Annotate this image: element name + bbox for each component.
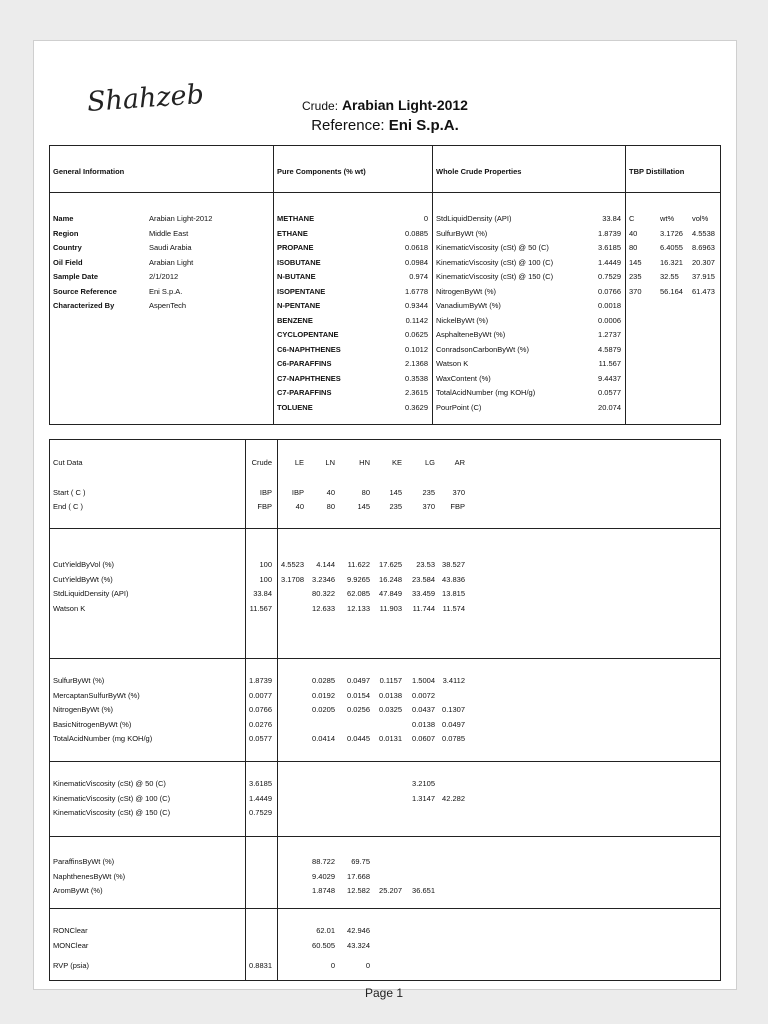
general-info-value: Arabian Light-2012 [149, 214, 213, 223]
cut-row-label: KinematicViscosity (cSt) @ 150 (C) [53, 808, 171, 817]
cut-cell: 235 [389, 502, 402, 511]
cut-data-table [49, 439, 721, 981]
cut-cell: 62.01 [316, 926, 335, 935]
cut-cell: 0.0785 [442, 734, 465, 743]
cut-cell: 3.2346 [312, 574, 335, 584]
pure-component-value: 1.6778 [405, 286, 428, 296]
whole-crude-name: SulfurByWt (%) [436, 228, 488, 238]
cut-cell: 88.722 [312, 857, 335, 866]
cut-row-label: SulfurByWt (%) [53, 676, 105, 685]
tbp-cell: 3.1726 [660, 228, 683, 238]
cut-data-row [50, 792, 722, 807]
tbp-vol-column [692, 212, 715, 299]
cut-cell: 60.505 [312, 940, 335, 950]
tbp-cell: 20.307 [692, 257, 715, 267]
tbp-cell: 61.473 [692, 286, 715, 296]
whole-crude-value: 0.0766 [598, 286, 621, 296]
pure-component-value: 0.9344 [405, 301, 428, 310]
cut-cell: 145 [357, 502, 370, 511]
cut-cell: 33.84 [253, 589, 272, 598]
cut-cell: 62.085 [347, 589, 370, 598]
cut-cell: 0.0437 [412, 705, 435, 714]
whole-crude-value: 1.8739 [598, 228, 621, 238]
pure-component-names [277, 212, 341, 415]
pure-component-name: METHANE [277, 214, 315, 223]
general-info-value: 2/1/2012 [149, 272, 179, 281]
general-info-value: Eni S.p.A. [149, 286, 183, 296]
whole-crude-name: WaxContent (%) [436, 373, 491, 383]
pure-component-value: 2.1368 [405, 359, 428, 368]
cut-data-row [50, 602, 722, 617]
cut-cell: 23.53 [416, 560, 435, 569]
reference-label: Reference: [311, 117, 385, 134]
cut-cell: 80.322 [312, 589, 335, 598]
cut-cell: 0.7529 [249, 808, 272, 817]
cut-data-row [50, 924, 722, 939]
whole-crude-names [436, 212, 553, 415]
tbp-cell: 37.915 [692, 272, 715, 281]
cut-row-label: Watson K [53, 603, 86, 613]
whole-crude-header: Whole Crude Properties [436, 167, 522, 176]
cut-cell: 0.0077 [249, 690, 272, 700]
cut-row-label: RVP (psia) [53, 961, 89, 970]
cut-cell: 3.2105 [412, 779, 435, 788]
cut-cell: 36.651 [412, 886, 435, 895]
whole-crude-value: 0.0006 [598, 315, 621, 325]
cut-row-label: End ( C ) [53, 502, 84, 511]
pure-component-name: BENZENE [277, 315, 313, 325]
tbp-header: TBP Distillation [629, 167, 685, 176]
reference-title [34, 117, 736, 134]
general-info-value: Saudi Arabia [149, 243, 192, 252]
cut-cell: 0.1307 [442, 705, 465, 714]
cut-column-header: KE [391, 458, 402, 467]
cut-data-row [50, 806, 722, 821]
whole-crude-name: TotalAcidNumber (mg KOH/g) [436, 388, 536, 397]
cut-column-header: LN [325, 458, 335, 467]
cut-cell: 100 [259, 560, 272, 569]
whole-crude-name: KinematicViscosity (cSt) @ 150 (C) [436, 272, 554, 281]
pure-component-name: TOLUENE [277, 402, 313, 412]
cut-cell: 0.0497 [347, 676, 370, 685]
cut-row-label: KinematicViscosity (cSt) @ 100 (C) [53, 793, 171, 803]
pure-component-value: 0.974 [409, 272, 428, 281]
cut-cell: 11.567 [249, 603, 272, 613]
pure-component-value: 2.3615 [405, 388, 428, 397]
cut-cell: 0.0607 [412, 734, 435, 743]
pure-components-header: Pure Components (% wt) [277, 167, 366, 176]
whole-crude-value: 1.4449 [598, 257, 621, 267]
tbp-header-cell: C [629, 214, 635, 223]
cut-cell: 16.248 [379, 574, 402, 584]
tbp-cell: 235 [629, 272, 642, 281]
whole-crude-values [565, 212, 621, 415]
cut-column-header: LE [294, 458, 304, 467]
cut-header-row [50, 456, 722, 471]
cut-cell: 0.0131 [379, 734, 402, 743]
pure-component-value: 0 [423, 214, 428, 223]
cut-cell: 0.0766 [249, 705, 272, 714]
cut-cell: 17.625 [379, 560, 402, 569]
tbp-cell: 16.321 [660, 257, 683, 267]
cut-data-row [50, 703, 722, 718]
cut-cell: 4.144 [316, 560, 335, 569]
whole-crude-value: 1.2737 [598, 330, 621, 339]
cut-cell: 1.8739 [249, 676, 272, 685]
pure-component-value: 0.0885 [405, 228, 428, 238]
cut-cell: 0.0138 [412, 719, 435, 729]
cut-cell: 25.207 [379, 886, 402, 895]
crude-label: Crude: [302, 99, 339, 113]
cut-cell: 1.8748 [312, 886, 335, 895]
pure-component-values [370, 212, 428, 415]
tbp-cell: 370 [629, 286, 642, 296]
cut-cell: 4.5523 [281, 560, 304, 569]
whole-crude-name: PourPoint (C) [436, 402, 482, 412]
cut-column-header: HN [359, 458, 370, 467]
cut-cell: 1.4449 [249, 793, 272, 803]
cut-cell: 69.75 [351, 857, 370, 866]
general-info-value: Middle East [149, 228, 189, 238]
cut-column-header: Crude [251, 458, 272, 467]
whole-crude-name: StdLiquidDensity (API) [436, 214, 512, 223]
cut-row-label: KinematicViscosity (cSt) @ 50 (C) [53, 779, 166, 788]
cut-data-row [50, 718, 722, 733]
cut-cell: 1.3147 [412, 793, 435, 803]
cut-cell: 11.903 [379, 603, 402, 613]
tbp-header-cell: vol% [692, 214, 709, 223]
cut-cell: 3.4112 [442, 676, 465, 685]
general-info-label: Source Reference [53, 286, 117, 296]
pure-component-value: 0.0984 [405, 257, 428, 267]
reference-value: Eni S.p.A. [388, 117, 459, 134]
cut-data-title: Cut Data [53, 458, 83, 467]
cut-cell: 33.459 [412, 589, 435, 598]
whole-crude-value: 0.0018 [598, 301, 621, 310]
cut-cell: 80 [326, 502, 335, 511]
cut-cell: 0.0276 [249, 719, 272, 729]
cut-cell: 42.946 [347, 926, 370, 935]
document-page [33, 40, 737, 990]
cut-column-header: LG [424, 458, 435, 467]
pure-component-name: ETHANE [277, 228, 308, 238]
general-info-label: Oil Field [53, 257, 83, 267]
cut-cell: 0.0577 [249, 734, 272, 743]
cut-cell: 235 [422, 488, 435, 497]
cut-cell: 100 [259, 574, 272, 584]
whole-crude-name: ConradsonCarbonByWt (%) [436, 344, 529, 354]
cut-cell: 43.324 [347, 940, 370, 950]
cut-data-row [50, 884, 722, 899]
cut-cell: 47.849 [379, 589, 402, 598]
cut-row-label: CutYieldByVol (%) [53, 560, 114, 569]
cut-cell: 0.0256 [347, 705, 370, 714]
whole-crude-value: 0.7529 [598, 272, 621, 281]
tbp-cell: 56.164 [660, 286, 683, 296]
cut-data-row [50, 486, 722, 501]
cut-cell: 40 [326, 488, 335, 497]
cut-cell: 0.0138 [379, 690, 402, 700]
cut-cell: 145 [389, 488, 402, 497]
tbp-cell: 6.4055 [660, 243, 683, 252]
cut-data-row [50, 959, 722, 974]
general-info-label: Sample Date [53, 272, 99, 281]
cut-cell: 40 [295, 502, 304, 511]
cut-row-label: Start ( C ) [53, 488, 86, 497]
cut-row-label: StdLiquidDensity (API) [53, 589, 129, 598]
general-info-label: Region [53, 228, 79, 238]
pure-component-value: 0.3538 [405, 373, 428, 383]
cut-data-row [50, 558, 722, 573]
crude-info-table [49, 145, 721, 425]
cut-row-label: BasicNitrogenByWt (%) [53, 719, 132, 729]
cut-row-label: NaphthenesByWt (%) [53, 871, 126, 881]
cut-cell: 0.0072 [412, 690, 435, 700]
cut-cell: 0.0325 [379, 705, 402, 714]
cut-cell: FBP [257, 502, 272, 511]
cut-data-row [50, 870, 722, 885]
pure-component-name: CYCLOPENTANE [277, 330, 339, 339]
whole-crude-name: KinematicViscosity (cSt) @ 50 (C) [436, 243, 549, 252]
general-info-header: General Information [53, 167, 125, 176]
cut-row-label: RONClear [53, 926, 88, 935]
pure-component-name: C7-NAPHTHENES [277, 373, 341, 383]
cut-cell: 11.574 [442, 603, 465, 613]
cut-cell: 1.5004 [412, 676, 435, 685]
cut-cell: 0.0285 [312, 676, 335, 685]
whole-crude-name: VanadiumByWt (%) [436, 301, 501, 310]
crude-title [34, 97, 736, 113]
tbp-cell: 145 [629, 257, 642, 267]
cut-cell: 0.0445 [347, 734, 370, 743]
pure-component-value: 0.3629 [405, 402, 428, 412]
tbp-header-cell: wt% [660, 214, 675, 223]
signature: Shahzeb [86, 78, 205, 119]
cut-column-header: AR [454, 458, 465, 467]
cut-data-row [50, 689, 722, 704]
cut-cell: 0.8831 [249, 961, 272, 970]
cut-cell: 38.527 [442, 560, 465, 569]
general-info-value: AspenTech [149, 301, 187, 310]
pure-component-name: N-PENTANE [277, 301, 321, 310]
pure-component-name: C7-PARAFFINS [277, 388, 332, 397]
pure-component-name: C6-PARAFFINS [277, 359, 332, 368]
whole-crude-name: NitrogenByWt (%) [436, 286, 497, 296]
tbp-wt-column [660, 212, 683, 299]
tbp-cell: 80 [629, 243, 638, 252]
general-info-label: Characterized By [53, 301, 115, 310]
cut-cell: 0.0205 [312, 705, 335, 714]
whole-crude-name: NickelByWt (%) [436, 315, 489, 325]
cut-cell: 23.584 [412, 574, 435, 584]
general-info-values [149, 212, 212, 314]
whole-crude-value: 20.074 [598, 402, 621, 412]
cut-data-row [50, 587, 722, 602]
pure-component-name: ISOBUTANE [277, 257, 321, 267]
whole-crude-name: AsphalteneByWt (%) [436, 330, 506, 339]
cut-cell: 13.815 [442, 589, 465, 598]
pure-component-name: C6-NAPHTHENES [277, 344, 341, 354]
tbp-temperature-column [629, 212, 642, 299]
cut-cell: 0.0414 [312, 734, 335, 743]
whole-crude-value: 4.5879 [598, 344, 621, 354]
cut-cell: 0 [330, 961, 335, 970]
cut-row-label: NitrogenByWt (%) [53, 705, 114, 714]
tbp-cell: 40 [629, 228, 638, 238]
cut-cell: IBP [259, 488, 272, 497]
cut-row-label: MONClear [53, 940, 89, 950]
page-number: Page 1 [364, 986, 404, 1000]
cut-cell: 9.4029 [312, 871, 335, 881]
cut-cell: 43.836 [442, 574, 465, 584]
cut-row-label: AromByWt (%) [53, 886, 103, 895]
pure-component-value: 0.0625 [405, 330, 428, 339]
cut-cell: 0.1157 [379, 676, 402, 685]
tbp-cell: 8.6963 [692, 243, 715, 252]
tbp-cell: 4.5538 [692, 228, 715, 238]
cut-data-row [50, 573, 722, 588]
cut-cell: 370 [422, 502, 435, 511]
general-info-label: Country [53, 243, 82, 252]
pure-component-value: 0.1012 [405, 344, 428, 354]
cut-data-row [50, 939, 722, 954]
crude-value: Arabian Light-2012 [341, 97, 468, 113]
whole-crude-name: Watson K [436, 359, 469, 368]
tbp-cell: 32.55 [660, 272, 679, 281]
pure-component-value: 0.1142 [405, 315, 428, 325]
whole-crude-value: 9.4437 [598, 373, 621, 383]
whole-crude-value: 11.567 [598, 359, 621, 368]
cut-row-label: MercaptanSulfurByWt (%) [53, 690, 140, 700]
cut-row-label: TotalAcidNumber (mg KOH/g) [53, 734, 153, 743]
pure-component-value: 0.0618 [405, 243, 428, 252]
cut-cell: 0.0497 [442, 719, 465, 729]
cut-cell: 3.1708 [281, 574, 304, 584]
general-info-labels [53, 212, 117, 314]
cut-cell: 80 [361, 488, 370, 497]
general-info-label: Name [53, 214, 74, 223]
cut-cell: IBP [291, 488, 304, 497]
cut-data-row [50, 732, 722, 747]
cut-cell: 3.6185 [249, 779, 272, 788]
cut-data-row [50, 777, 722, 792]
cut-cell: 11.622 [347, 560, 370, 569]
whole-crude-value: 33.84 [602, 214, 621, 223]
pure-component-name: ISOPENTANE [277, 286, 326, 296]
cut-data-row [50, 674, 722, 689]
cut-cell: 12.582 [347, 886, 370, 895]
cut-cell: 12.633 [312, 603, 335, 613]
cut-cell: 0 [365, 961, 370, 970]
pure-component-name: N-BUTANE [277, 272, 316, 281]
cut-cell: 42.282 [442, 793, 465, 803]
pure-component-name: PROPANE [277, 243, 314, 252]
cut-cell: 370 [452, 488, 465, 497]
cut-cell: 0.0154 [347, 690, 370, 700]
cut-data-row [50, 855, 722, 870]
whole-crude-value: 0.0577 [598, 388, 621, 397]
cut-data-row [50, 500, 722, 515]
cut-cell: 0.0192 [312, 690, 335, 700]
cut-cell: 11.744 [412, 603, 435, 613]
general-info-value: Arabian Light [149, 257, 194, 267]
cut-cell: 9.9265 [347, 574, 370, 584]
cut-row-label: ParaffinsByWt (%) [53, 857, 115, 866]
cut-cell: 12.133 [347, 603, 370, 613]
cut-row-label: CutYieldByWt (%) [53, 574, 113, 584]
cut-cell: FBP [450, 502, 465, 511]
whole-crude-value: 3.6185 [598, 243, 621, 252]
cut-cell: 17.668 [347, 871, 370, 881]
whole-crude-name: KinematicViscosity (cSt) @ 100 (C) [436, 257, 554, 267]
